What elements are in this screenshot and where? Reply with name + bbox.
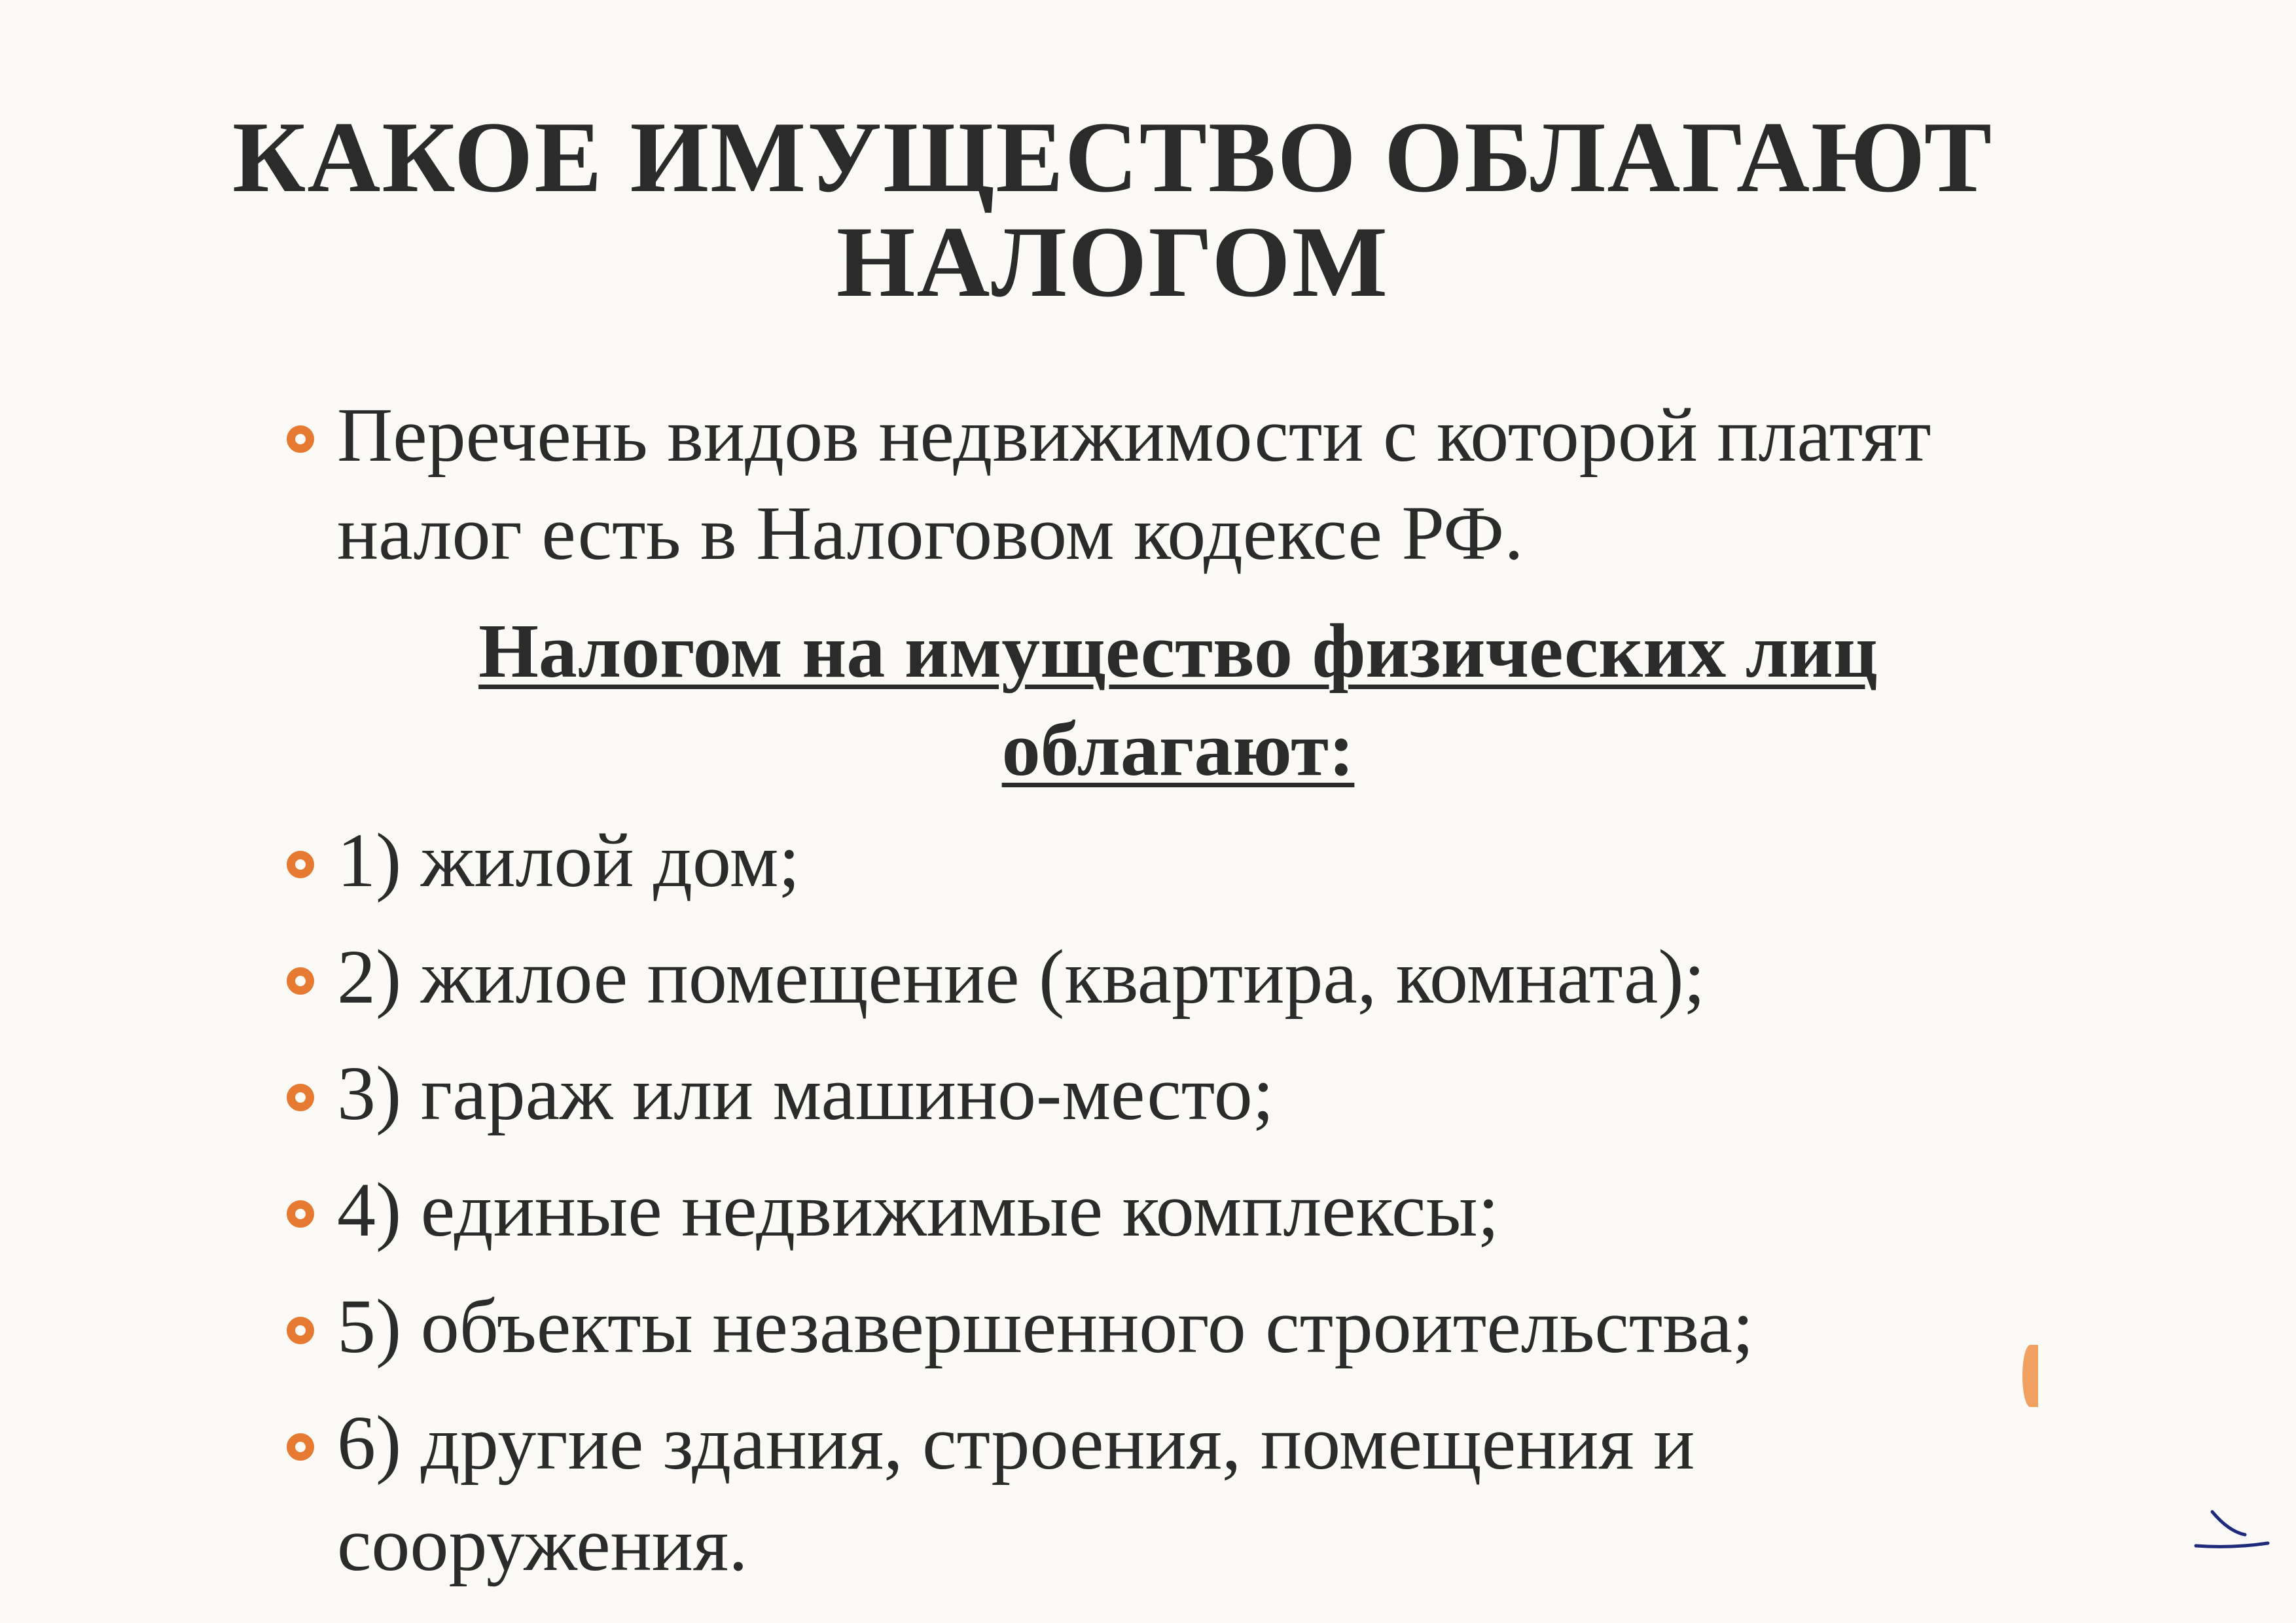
subheading-line-2: облагают: <box>1001 706 1355 792</box>
bullet-icon <box>287 1317 314 1344</box>
bullet-icon <box>287 1084 314 1111</box>
list-item: 4) единые недвижимые комплексы; <box>337 1167 1499 1253</box>
title-line-1: КАКОЕ ИМУЩЕСТВО ОБЛАГАЮТ <box>232 101 1994 213</box>
page-title <box>0 101 2225 318</box>
list-item: 5) объекты незавершенного строительства; <box>337 1283 1754 1369</box>
list-item: 1) жилой дом; <box>337 817 800 903</box>
intro-line-2: налог есть в Налоговом кодексе РФ. <box>337 490 1524 576</box>
list-item: 2) жилое помещение (квартира, комната); <box>337 934 1706 1020</box>
title-line-2: НАЛОГОМ <box>836 205 1390 318</box>
list-item: 6) другие здания, строения, помещения и <box>337 1400 1695 1486</box>
bullet-icon <box>287 967 314 995</box>
bullet-icon <box>287 1433 314 1461</box>
intro-line-1: Перечень видов недвижимости с которой платят <box>337 392 1931 478</box>
bullet-icon <box>287 1200 314 1228</box>
subheading-line-1: Налогом на имущество физических лиц <box>478 608 1878 694</box>
pen-mark-icon <box>2193 1505 2271 1558</box>
list-item: 3) гараж или машино-место; <box>337 1050 1274 1136</box>
bullet-icon <box>287 851 314 878</box>
scan-mark <box>2022 1345 2038 1407</box>
bullet-icon <box>287 425 314 453</box>
list-item-continuation: сооружения. <box>337 1501 748 1587</box>
